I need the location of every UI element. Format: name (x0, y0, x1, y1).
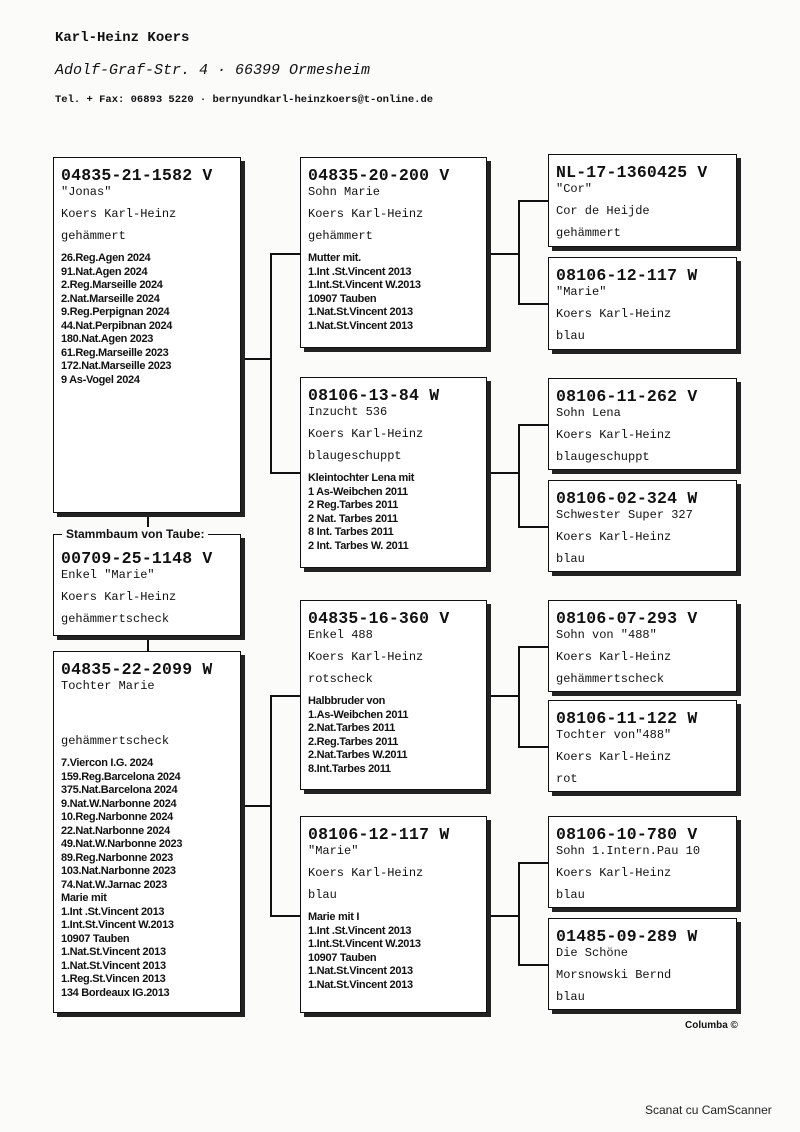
result-item: 1 As-Weibchen 2011 (308, 485, 408, 498)
owner: Koers Karl-Heinz (556, 866, 672, 880)
ring-number: 08106-11-262 V (556, 387, 698, 406)
breeder-name: Karl-Heinz Koers (55, 30, 190, 46)
connector (241, 358, 270, 360)
connector (270, 253, 272, 472)
connector (518, 200, 520, 303)
connector (147, 636, 149, 651)
owner: Koers Karl-Heinz (556, 530, 672, 544)
pigeon-card-dd (300, 816, 487, 1013)
ring-number: 04835-22-2099 W (61, 660, 213, 679)
connector (518, 746, 548, 748)
pigeon-name: "Marie" (308, 844, 359, 858)
pigeon-card-dss (548, 600, 737, 692)
ring-number: 08106-10-780 V (556, 825, 698, 844)
connector (518, 200, 548, 202)
pigeon-name: Enkel "Marie" (61, 568, 155, 582)
pigeon-name: Inzucht 536 (308, 405, 388, 419)
pigeon-card-ssd (548, 257, 737, 350)
result-item: 2.Reg.Tarbes 2011 (308, 735, 399, 748)
result-item: 9.Reg.Perpignan 2024 (61, 306, 170, 318)
connector (518, 646, 520, 746)
result-item: 1.Int.St.Vincent W.2013 (61, 919, 174, 931)
color: blau (556, 552, 585, 566)
result-item: 7.Viercon I.G. 2024 (61, 757, 153, 769)
result-item: 1.Int.St.Vincent W.2013 (308, 279, 421, 291)
color: blaugeschuppt (556, 450, 650, 464)
pigeon-name: Sohn von "488" (556, 628, 657, 642)
pigeon-card-dds (548, 816, 737, 908)
owner: Morsnowski Bernd (556, 968, 672, 982)
result-item: 74.Nat.W.Jarnac 2023 (61, 878, 167, 891)
pigeon-name: Die Schöne (556, 946, 629, 960)
ring-number: 08106-11-122 W (556, 709, 698, 728)
pigeon-name: "Jonas" (61, 185, 112, 199)
result-item: 1.Reg.St.Vincen 2013 (61, 973, 166, 985)
results-list (61, 252, 234, 387)
color: gehämmertscheck (61, 612, 170, 626)
pigeon-card-dsd (548, 700, 737, 792)
owner: Koers Karl-Heinz (556, 650, 672, 664)
result-item: 91.Nat.Agen 2024 (61, 265, 148, 278)
result-item: 1.Int .St.Vincent 2013 (61, 905, 165, 918)
owner: Koers Karl-Heinz (61, 590, 177, 604)
ring-number: NL-17-1360425 V (556, 163, 708, 182)
result-item: 134 Bordeaux IG.2013 (61, 986, 170, 999)
pigeon-card-ddd (548, 918, 737, 1010)
owner: Koers Karl-Heinz (308, 650, 424, 664)
pigeon-name: Tochter Marie (61, 679, 155, 693)
color: gehämmert (308, 229, 373, 243)
owner: Koers Karl-Heinz (308, 866, 424, 880)
results-list (308, 472, 480, 553)
result-item: Mutter mit. (308, 252, 361, 264)
ring-number: 00709-25-1148 V (61, 549, 213, 568)
result-item: 1.Nat.St.Vincent 2013 (61, 959, 166, 972)
connector (518, 526, 548, 528)
pedigree-label: Stammbaum von Taube: (62, 527, 208, 541)
results-list (308, 911, 480, 992)
pigeon-name: Sohn 1.Intern.Pau 10 (556, 844, 701, 858)
color: gehämmert (556, 226, 621, 240)
result-item: 172.Nat.Marseille 2023 (61, 360, 172, 372)
result-item: Halbbruder von (308, 695, 386, 707)
result-item: 10.Reg.Narbonne 2024 (61, 811, 173, 823)
owner: Koers Karl-Heinz (556, 750, 672, 764)
pigeon-card-sdd (548, 480, 737, 572)
pigeon-card-sire (53, 157, 241, 513)
result-item: 2.Nat.Tarbes 2011 (308, 722, 396, 734)
connector (270, 915, 300, 917)
connector (487, 472, 518, 474)
color: gehämmertscheck (556, 672, 665, 686)
result-item: 375.Nat.Barcelona 2024 (61, 784, 178, 796)
connector (518, 646, 548, 648)
ring-number: 08106-07-293 V (556, 609, 698, 628)
ring-number: 08106-12-117 W (308, 825, 450, 844)
color: rot (556, 772, 578, 786)
connector (518, 424, 548, 426)
result-item: 9.Nat.W.Narbonne 2024 (61, 797, 177, 810)
result-item: 1.Int.St.Vincent W.2013 (308, 938, 421, 950)
ring-number: 08106-12-117 W (556, 266, 698, 285)
owner: Koers Karl-Heinz (308, 427, 424, 441)
result-item: 10907 Tauben (61, 932, 130, 945)
result-item: 1.Nat.St.Vincent 2013 (308, 965, 413, 977)
result-item: 8.Int.Tarbes 2011 (308, 762, 391, 775)
result-item: 49.Nat.W.Narbonne 2023 (61, 838, 183, 850)
color: blau (308, 888, 337, 902)
result-item: 89.Reg.Narbonne 2023 (61, 851, 173, 864)
pigeon-name: Schwester Super 327 (556, 508, 693, 522)
result-item: 2.Reg.Marseille 2024 (61, 279, 163, 291)
copyright: Columba © (685, 1020, 738, 1031)
results-list (308, 695, 480, 776)
ring-number: 08106-02-324 W (556, 489, 698, 508)
pigeon-name: Tochter von"488" (556, 728, 672, 742)
pigeon-card-sds (548, 378, 737, 470)
result-item: 1.Nat.St.Vincent 2013 (61, 946, 166, 958)
result-item: 1.As-Weibchen 2011 (308, 708, 409, 721)
result-item: 2 Reg.Tarbes 2011 (308, 499, 399, 511)
connector (487, 695, 518, 697)
result-item: 10907 Tauben (308, 951, 377, 964)
color: rotscheck (308, 672, 373, 686)
ring-number: 01485-09-289 W (556, 927, 698, 946)
owner: Koers Karl-Heinz (61, 207, 177, 221)
result-item: 1.Nat.St.Vincent 2013 (308, 306, 413, 318)
result-item: 2.Nat.Tarbes W.2011 (308, 749, 408, 761)
pigeon-name: Enkel 488 (308, 628, 373, 642)
result-item: 1.Nat.St.Vincent 2013 (308, 319, 413, 332)
scanner-watermark: Scanat cu CamScanner (645, 1103, 772, 1117)
result-item: 9 As-Vogel 2024 (61, 373, 140, 386)
connector (270, 253, 300, 255)
color: blau (556, 329, 585, 343)
breeder-contact: Tel. + Fax: 06893 5220 · bernyundkarl-heinzkoers@t-online.de (55, 94, 434, 106)
results-list (61, 757, 234, 1000)
connector (487, 253, 518, 255)
pigeon-name: "Marie" (556, 285, 607, 299)
result-item: Kleintochter Lena mit (308, 472, 415, 484)
color: gehämmert (61, 229, 126, 243)
result-item: Marie mit I (308, 911, 360, 923)
result-item: 44.Nat.Perpibnan 2024 (61, 319, 173, 332)
pigeon-card-ds (300, 600, 487, 790)
connector (518, 303, 548, 305)
breeder-address: Adolf-Graf-Str. 4 · 66399 Ormesheim (55, 62, 371, 79)
color: blaugeschuppt (308, 449, 402, 463)
result-item: 1.Nat.St.Vincent 2013 (308, 978, 413, 991)
connector (518, 862, 548, 864)
connector (487, 915, 518, 917)
results-list (308, 252, 480, 333)
connector (270, 472, 300, 474)
pigeon-name: Sohn Marie (308, 185, 381, 199)
pigeon-card-dam (53, 651, 241, 1013)
owner: Koers Karl-Heinz (308, 207, 424, 221)
result-item: 180.Nat.Agen 2023 (61, 333, 154, 345)
connector (518, 424, 520, 526)
pigeon-name: "Cor" (556, 182, 593, 196)
connector (518, 862, 520, 964)
result-item: 1.Int .St.Vincent 2013 (308, 265, 412, 278)
result-item: 10907 Tauben (308, 292, 377, 305)
pigeon-card-sss (548, 154, 737, 247)
ring-number: 04835-20-200 V (308, 166, 450, 185)
owner: Koers Karl-Heinz (556, 428, 672, 442)
result-item: 8 Int. Tarbes 2011 (308, 526, 394, 538)
color: blau (556, 990, 585, 1004)
connector (270, 695, 272, 915)
ring-number: 04835-16-360 V (308, 609, 450, 628)
pigeon-card-sd (300, 377, 487, 568)
result-item: 159.Reg.Barcelona 2024 (61, 770, 181, 783)
ring-number: 08106-13-84 W (308, 386, 440, 405)
result-item: 2.Nat.Marseille 2024 (61, 292, 160, 305)
owner: Koers Karl-Heinz (556, 307, 672, 321)
result-item: 26.Reg.Agen 2024 (61, 252, 151, 264)
result-item: Marie mit (61, 892, 107, 904)
color: blau (556, 888, 585, 902)
result-item: 1.Int .St.Vincent 2013 (308, 924, 412, 937)
ring-number: 04835-21-1582 V (61, 166, 213, 185)
result-item: 61.Reg.Marseille 2023 (61, 346, 169, 359)
pigeon-card-ss (300, 157, 487, 348)
result-item: 2 Nat. Tarbes 2011 (308, 512, 398, 525)
connector (518, 964, 548, 966)
pigeon-name: Sohn Lena (556, 406, 621, 420)
owner: Cor de Heijde (556, 204, 650, 218)
connector (270, 695, 300, 697)
result-item: 22.Nat.Narbonne 2024 (61, 824, 170, 837)
owner (61, 712, 234, 727)
color: gehämmertscheck (61, 734, 170, 748)
result-item: 2 Int. Tarbes W. 2011 (308, 539, 409, 552)
pigeon-card-subject (53, 534, 241, 636)
result-item: 103.Nat.Narbonne 2023 (61, 865, 176, 877)
connector (241, 805, 270, 807)
